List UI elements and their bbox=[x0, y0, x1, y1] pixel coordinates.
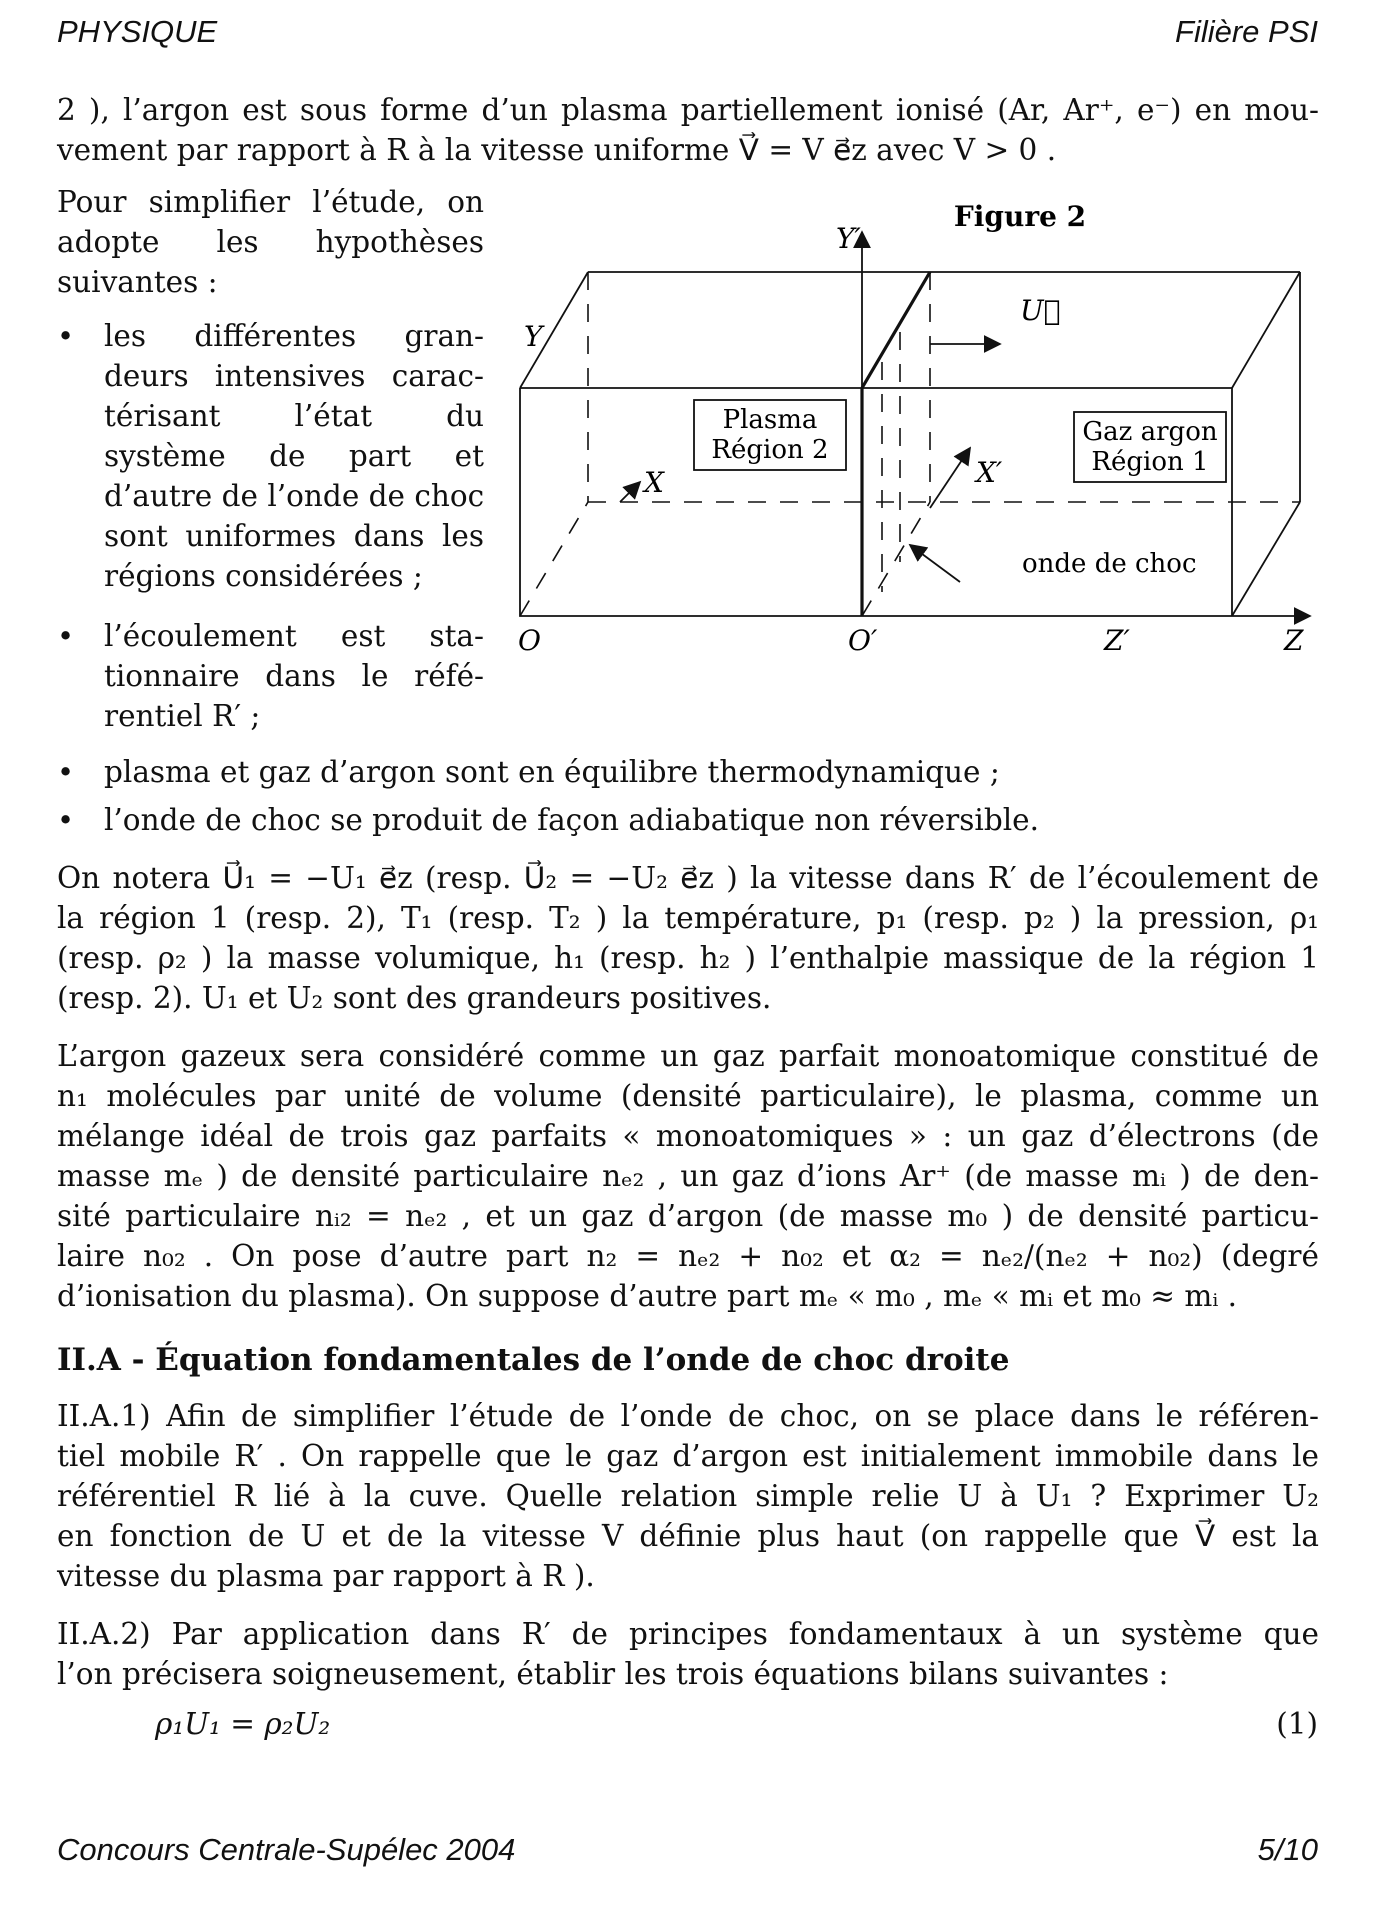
plasma-box-line-1: Plasma bbox=[722, 405, 818, 435]
para2-line-2: n₁ molécules par unité de volume (densité particulaire), le plasma, comme un bbox=[57, 1079, 1319, 1113]
bullet-4-line: l’onde de choc se produit de façon adiabatique non réversible. bbox=[104, 803, 1039, 837]
para1-line-3: (resp. ρ₂ ) la masse volumique, h₁ (resp. h₂ ) l’enthalpie massique de la région 1 bbox=[57, 941, 1319, 975]
box-bottom-right-edge bbox=[1232, 502, 1300, 616]
equation-1: ρ₁U₁ = ρ₂U₂ bbox=[155, 1707, 331, 1741]
label-o: O bbox=[518, 624, 541, 657]
gas-box-line-2: Région 1 bbox=[1091, 447, 1209, 477]
bullet-2-line-1: l’écoulement est sta- bbox=[104, 619, 484, 653]
bullet-1-line-7: régions considérées ; bbox=[104, 559, 423, 593]
label-z: Z bbox=[1284, 624, 1304, 657]
label-yprime: Y′ bbox=[836, 222, 861, 255]
para1-line-2: la région 1 (resp. 2), T₁ (resp. T₂ ) la température, p₁ (resp. p₂ ) la pression, ρ₁ bbox=[57, 901, 1319, 935]
hypotheses-intro-1: Pour simplifier l’étude, on bbox=[57, 185, 484, 219]
bullet-1-marker: • bbox=[57, 319, 75, 353]
shock-plane-hidden-diagonal bbox=[862, 502, 930, 616]
footer-page-number: 5/10 bbox=[1257, 1832, 1318, 1867]
equation-1-number: (1) bbox=[1276, 1707, 1318, 1741]
para2-line-6: laire n₀₂ . On pose d’autre part n₂ = nₑ₂ + n₀₂ et α₂ = nₑ₂/(nₑ₂ + n₀₂) (degré bbox=[57, 1239, 1319, 1273]
label-zprime: Z′ bbox=[1104, 624, 1130, 657]
figure-2-shock-wave-diagram bbox=[500, 192, 1320, 662]
label-oprime: O′ bbox=[848, 624, 878, 657]
bullet-3-line: plasma et gaz d’argon sont en équilibre thermodynamique ; bbox=[104, 755, 1000, 789]
header-track: Filière PSI bbox=[1175, 14, 1318, 49]
intro-line-1: 2 ), l’argon est sous forme d’un plasma partiellement ionisé (Ar, Ar⁺, e⁻) en mou- bbox=[57, 93, 1319, 127]
section-heading: II.A - Équation fondamentales de l’onde de choc droite bbox=[57, 1342, 1010, 1378]
axis-xprime bbox=[930, 448, 970, 508]
bullet-1-line-6: sont uniformes dans les bbox=[104, 519, 484, 553]
label-u-vector: U⃗ bbox=[1020, 294, 1061, 327]
q2-line-2: l’on précisera soigneusement, établir les trois équations bilans suivantes : bbox=[57, 1657, 1169, 1691]
intro-line-2: vement par rapport à R à la vitesse uniforme V⃗ = V e⃗z avec V > 0 . bbox=[57, 133, 1057, 167]
para1-line-1: On notera U⃗₁ = −U₁ e⃗z (resp. U⃗₂ = −U₂ e⃗z ) la vitesse dans R′ de l’écoulement de bbox=[57, 861, 1319, 895]
hypotheses-intro-2: adopte les hypothèses bbox=[57, 225, 484, 259]
q1-line-5: vitesse du plasma par rapport à R ). bbox=[57, 1559, 595, 1593]
figure-title: Figure 2 bbox=[953, 200, 1087, 233]
bullet-4-marker: • bbox=[57, 803, 75, 837]
box-top-right-edge bbox=[1232, 272, 1300, 388]
gas-box-line-1: Gaz argon bbox=[1082, 417, 1218, 447]
label-x: X bbox=[644, 466, 664, 499]
q1-line-1: II.A.1) Afin de simplifier l’étude de l’onde de choc, on se place dans le référen- bbox=[57, 1399, 1319, 1433]
para2-line-4: masse mₑ ) de densité particulaire nₑ₂ , un gaz d’ions Ar⁺ (de masse mᵢ ) de den- bbox=[57, 1159, 1319, 1193]
axis-x bbox=[620, 482, 640, 502]
bullet-1-line-4: système de part et bbox=[104, 439, 484, 473]
q1-line-4: en fonction de U et de la vitesse V définie plus haut (on rappelle que V⃗ est la bbox=[57, 1519, 1319, 1553]
para1-line-4: (resp. 2). U₁ et U₂ sont des grandeurs positives. bbox=[57, 981, 772, 1015]
q2-line-1: II.A.2) Par application dans R′ de principes fondamentaux à un système que bbox=[57, 1617, 1319, 1651]
bullet-2-line-2: tionnaire dans le réfé- bbox=[104, 659, 484, 693]
q1-line-3: référentiel R lié à la cuve. Quelle relation simple relie U à U₁ ? Exprimer U₂ bbox=[57, 1479, 1319, 1513]
bullet-1-line-2: deurs intensives carac- bbox=[104, 359, 484, 393]
para2-line-1: L’argon gazeux sera considéré comme un gaz parfait monoatomique constitué de bbox=[57, 1039, 1319, 1073]
para2-line-5: sité particulaire nᵢ₂ = nₑ₂ , et un gaz d’argon (de masse m₀ ) de densité particu- bbox=[57, 1199, 1319, 1233]
header-subject: PHYSIQUE bbox=[57, 14, 218, 49]
label-y: Y bbox=[524, 320, 543, 353]
hypotheses-intro-3: suivantes : bbox=[57, 265, 218, 299]
plasma-box-line-2: Région 2 bbox=[711, 435, 829, 465]
footer-exam-name: Concours Centrale-Supélec 2004 bbox=[57, 1832, 516, 1867]
bullet-1-line-1: les différentes gran- bbox=[104, 319, 484, 353]
shock-front-top-diagonal bbox=[862, 272, 930, 388]
bullet-1-line-5: d’autre de l’onde de choc bbox=[104, 479, 485, 513]
bullet-2-marker: • bbox=[57, 619, 75, 653]
hidden-bottom-left-edge bbox=[520, 502, 588, 616]
bullet-2-line-3: rentiel R′ ; bbox=[104, 699, 261, 733]
para2-line-3: mélange idéal de trois gaz parfaits « monoatomiques » : un gaz d’électrons (de bbox=[57, 1119, 1319, 1153]
label-xprime: X′ bbox=[976, 456, 1003, 489]
para2-line-7: d’ionisation du plasma). On suppose d’autre part mₑ « m₀ , mₑ « mᵢ et m₀ ≈ mᵢ . bbox=[57, 1279, 1238, 1313]
shock-wave-label: onde de choc bbox=[1022, 549, 1197, 579]
shock-label-pointer bbox=[910, 545, 960, 582]
q1-line-2: tiel mobile R′ . On rappelle que le gaz d’argon est initialement immobile dans le bbox=[57, 1439, 1319, 1473]
bullet-3-marker: • bbox=[57, 755, 75, 789]
bullet-1-line-3: térisant l’état du bbox=[104, 399, 484, 433]
